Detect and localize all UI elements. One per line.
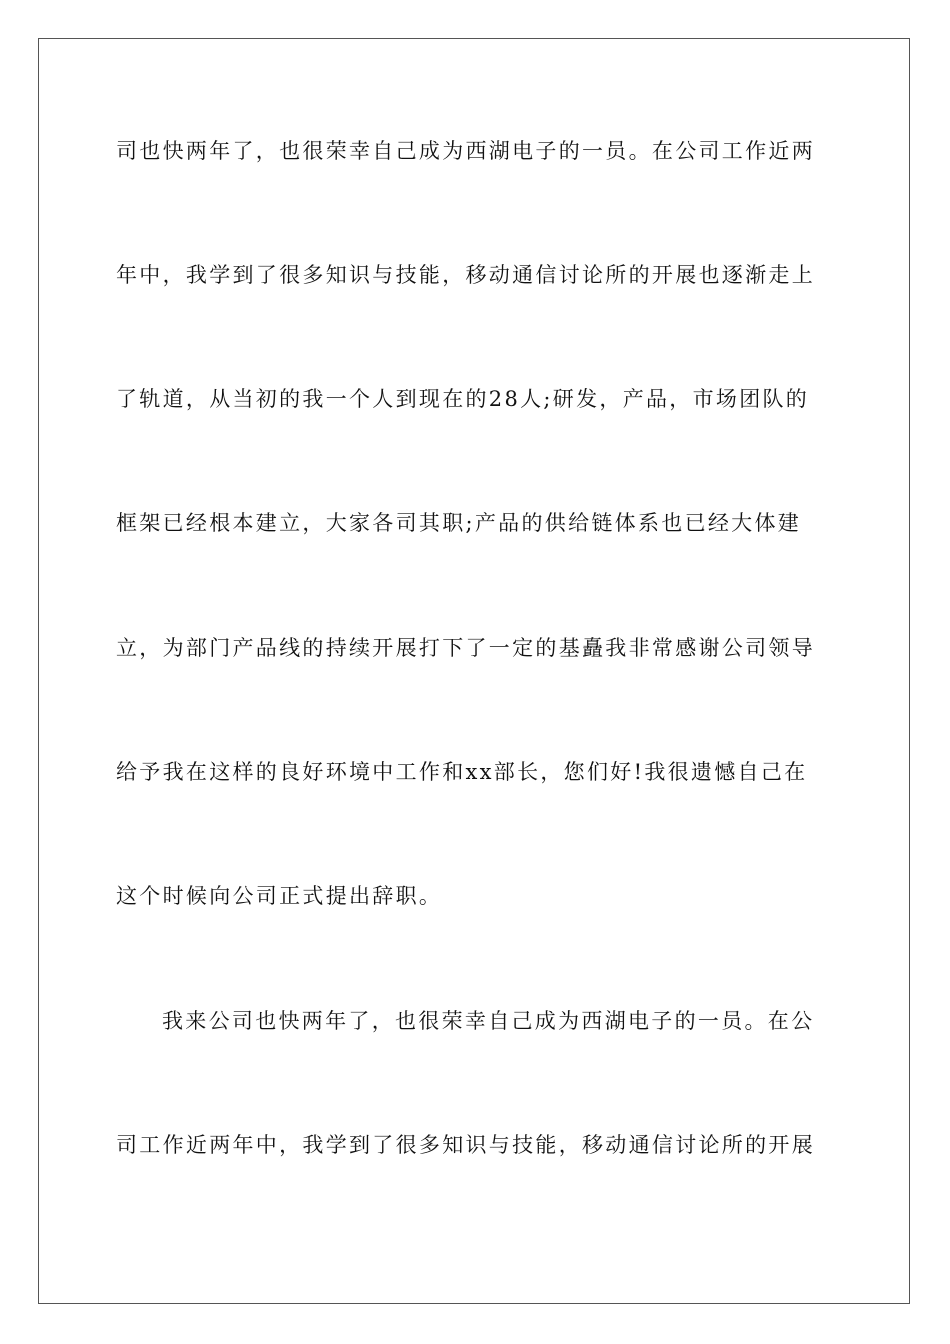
page-border [38,38,910,1304]
text-line-7: 这个时候向公司正式提出辞职。 [116,884,443,908]
paragraph-2-line-1: 我来公司也快两年了，也很荣幸自己成为西湖电子的一员。在公 [162,1009,815,1033]
text-line-6: 给予我在这样的良好环境中工作和xx部长，您们好!我很遗憾自己在 [116,760,808,784]
text-line-1: 司也快两年了，也很荣幸自己成为西湖电子的一员。在公司工作近两 [116,139,815,163]
text-line-5: 立，为部门产品线的持续开展打下了一定的基矗我非常感谢公司领导 [116,636,815,660]
text-line-4: 框架已经根本建立，大家各司其职;产品的供给链体系也已经大体建 [116,511,802,535]
text-line-2: 年中，我学到了很多知识与技能，移动通信讨论所的开展也逐渐走上 [116,263,815,287]
paragraph-2-line-2: 司工作近两年中，我学到了很多知识与技能，移动通信讨论所的开展 [116,1133,815,1157]
text-line-3: 了轨道，从当初的我一个人到现在的28人;研发，产品，市场团队的 [116,387,810,411]
